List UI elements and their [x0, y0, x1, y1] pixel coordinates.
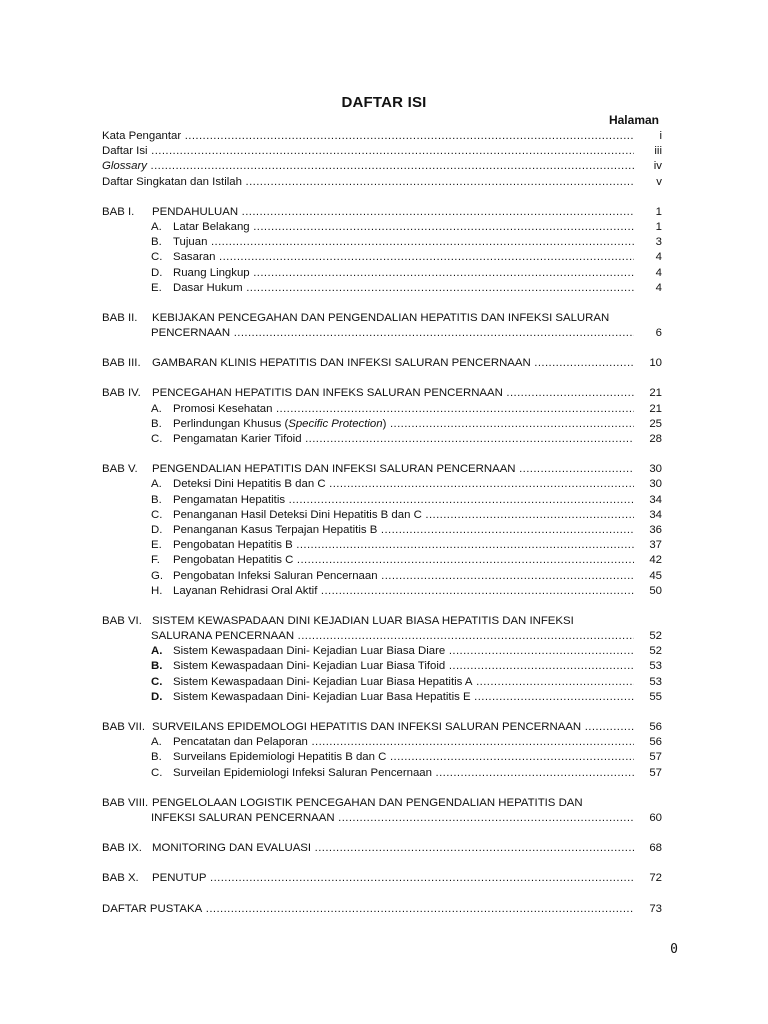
chapter-entry-cont[interactable]: [102, 629, 662, 644]
section-title: Pengobatan Hepatitis B: [173, 539, 293, 552]
section-letter: H.: [151, 584, 163, 597]
chapter-title: PENGENDALIAN HEPATITIS DAN INFEKSI SALURAN PENCERNAAN: [152, 463, 516, 476]
chapter-entry[interactable]: [102, 720, 662, 735]
section-entry-label: [102, 477, 634, 492]
chapter-title-cont: SALURANA PENCERNAAN: [151, 630, 295, 643]
chapter-entry[interactable]: [102, 386, 662, 401]
entry-text: Kata Pengantar: [102, 130, 182, 142]
section-letter: B.: [151, 417, 162, 430]
entry-text: Glossary: [102, 160, 147, 173]
chapter-entry[interactable]: [102, 796, 662, 811]
section-entry[interactable]: [102, 477, 662, 492]
section-entry[interactable]: [102, 569, 662, 584]
chapter-entry[interactable]: [102, 462, 662, 477]
chapter-number: BAB III.: [102, 357, 141, 370]
section-entry-label: [102, 250, 634, 265]
page-number-cell: 30: [649, 478, 662, 491]
section-entry-label: [102, 644, 634, 659]
page-number-cell: 57: [649, 766, 662, 779]
section-entry[interactable]: [102, 675, 662, 690]
section-title: Latar Belakang: [173, 220, 250, 233]
section-letter: C.: [151, 675, 163, 688]
section-letter: A.: [151, 220, 162, 233]
section-letter: A.: [151, 645, 163, 658]
chapter-entry-cont-label: [102, 629, 634, 644]
chapter-title-cont: INFEKSI SALURAN PENCERNAAN: [151, 811, 335, 824]
page-number-cell: 52: [649, 630, 662, 643]
section-entry-label: [102, 266, 634, 281]
page-number-cell: 34: [649, 508, 662, 521]
section-entry-label: [102, 402, 634, 417]
section-letter: C.: [151, 251, 163, 264]
chapter-title: KEBIJAKAN PENCEGAHAN DAN PENGENDALIAN HEPATITIS DAN INFEKSI SALURAN: [152, 311, 610, 324]
page-number-cell: v: [656, 175, 662, 188]
section-entry-label: [102, 735, 634, 750]
page-column-header: Halaman: [608, 113, 659, 127]
chapter-title: PENDAHULUAN: [152, 205, 239, 218]
section-entry-label: [102, 750, 634, 765]
section-entry-label: [102, 235, 634, 250]
section-entry[interactable]: [102, 553, 662, 568]
page-number-cell: iv: [653, 160, 662, 173]
section-title: Layanan Rehidrasi Oral Aktif: [173, 584, 318, 597]
chapter-title: GAMBARAN KLINIS HEPATITIS DAN INFEKSI SALURAN PENCERNAAN: [152, 357, 531, 370]
page-number-cell: 55: [649, 690, 662, 703]
section-title: Sistem Kewaspadaan Dini- Kejadian Luar Basa Hepatitis E: [173, 690, 471, 703]
chapter-number: BAB V.: [102, 463, 138, 476]
page-number-cell: 72: [649, 872, 662, 885]
chapter-entry-label: [102, 205, 634, 220]
page-number-cell: 28: [649, 433, 662, 445]
page-number-cell: 3: [655, 236, 662, 249]
page-number-cell: 21: [649, 402, 662, 415]
chapter-entry-label: [102, 841, 634, 856]
page-number-cell: 57: [649, 751, 662, 764]
chapter-entry-label: [102, 871, 634, 886]
page-number-cell: 73: [649, 902, 662, 915]
section-title: Perlindungan Khusus (: [173, 417, 289, 430]
chapter-entry[interactable]: [102, 356, 662, 371]
section-entry[interactable]: [102, 659, 662, 674]
section-entry[interactable]: [102, 508, 662, 523]
section-title-italic: Specific Protection: [288, 417, 383, 430]
chapter-entry[interactable]: [102, 871, 662, 886]
chapter-title-cont: PENCERNAAN: [151, 327, 231, 340]
toc-entry[interactable]: [102, 144, 662, 159]
chapter-title: PENUTUP: [152, 872, 207, 885]
section-title: Pengamatan Hepatitis: [173, 493, 286, 506]
page-number-cell: 30: [649, 463, 662, 476]
page-title: DAFTAR ISI: [341, 94, 427, 111]
chapter-number: BAB VI.: [102, 614, 142, 627]
section-letter: D.: [151, 266, 163, 279]
page-number-cell: 56: [649, 736, 662, 749]
section-letter: B.: [151, 660, 163, 673]
section-entry-label: [102, 493, 634, 508]
section-letter: F.: [151, 554, 160, 567]
page-number-cell: 53: [649, 675, 662, 688]
section-letter: A.: [151, 736, 162, 749]
page-number-cell: 1: [655, 205, 662, 218]
section-title-end: ): [382, 417, 387, 430]
table-of-contents: [102, 129, 662, 917]
section-entry[interactable]: [102, 766, 662, 781]
section-entry-label: [102, 569, 634, 584]
page-number-cell: 68: [649, 842, 662, 855]
chapter-entry-label: [102, 462, 634, 477]
page-number-cell: 37: [649, 539, 662, 552]
section-entry[interactable]: [102, 493, 662, 508]
section-letter: A.: [151, 402, 162, 415]
section-entry[interactable]: [102, 235, 662, 250]
page-number-cell: 52: [649, 645, 662, 658]
page-number-cell: 25: [649, 417, 662, 430]
section-title: Pengamatan Karier Tifoid: [173, 433, 302, 445]
section-title: Pengobatan Hepatitis C: [173, 554, 294, 567]
section-entry-label: [102, 417, 634, 432]
section-entry[interactable]: [102, 538, 662, 553]
section-title: Sistem Kewaspadaan Dini- Kejadian Luar Biasa Diare: [173, 645, 446, 658]
chapter-entry[interactable]: [102, 311, 662, 326]
page-number-cell: 21: [649, 387, 662, 400]
section-letter: C.: [151, 766, 163, 779]
chapter-number: BAB IV.: [102, 387, 141, 400]
section-title: Promosi Kesehatan: [173, 402, 273, 415]
section-letter: B.: [151, 493, 162, 506]
section-entry-label: [102, 766, 634, 781]
chapter-entry-label: [102, 614, 634, 629]
section-entry-label: [102, 675, 634, 690]
section-entry[interactable]: [102, 750, 662, 765]
section-entry-label: [102, 584, 634, 599]
section-title: Sistem Kewaspadaan Dini- Kejadian Luar Biasa Tifoid: [173, 660, 446, 673]
entry-text: DAFTAR PUSTAKA: [102, 902, 203, 915]
section-entry[interactable]: [102, 432, 662, 447]
section-title: Dasar Hukum: [173, 281, 243, 294]
chapter-title: PENCEGAHAN HEPATITIS DAN INFEKS SALURAN PENCERNAAN: [152, 387, 503, 400]
toc-entry[interactable]: [102, 159, 662, 174]
chapter-entry-cont-label: [102, 811, 634, 826]
entry-text: Daftar Singkatan dan Istilah: [102, 175, 242, 188]
section-letter: D.: [151, 690, 163, 703]
chapter-title: SISTEM KEWASPADAAN DINI KEJADIAN LUAR BIASA HEPATITIS DAN INFEKSI: [152, 614, 574, 627]
toc-entry-label: [102, 159, 634, 174]
section-entry-label: [102, 220, 634, 235]
chapter-title: PENGELOLAAN LOGISTIK PENCEGAHAN DAN PENGENDALIAN HEPATITIS DAN: [152, 796, 583, 809]
toc-entry[interactable]: [102, 129, 662, 144]
section-letter: D.: [151, 523, 163, 536]
chapter-entry-cont-label: [102, 326, 634, 341]
page-number-cell: 34: [649, 493, 662, 506]
chapter-title: MONITORING DAN EVALUASI: [152, 842, 312, 855]
page-number-cell: 60: [649, 811, 662, 824]
section-entry[interactable]: [102, 584, 662, 599]
section-entry-label: [102, 538, 634, 553]
section-entry[interactable]: [102, 735, 662, 750]
page-number-cell: 10: [649, 357, 662, 370]
chapter-entry-cont[interactable]: [102, 811, 662, 826]
section-entry[interactable]: [102, 523, 662, 538]
section-entry-label: [102, 659, 634, 674]
toc-entry-label: [102, 144, 634, 159]
entry-text: Daftar Isi: [102, 145, 148, 158]
page-number-cell: 4: [655, 281, 662, 294]
page-number-cell: 4: [655, 266, 662, 279]
page-number-cell: 42: [649, 554, 662, 567]
chapter-entry-label: [102, 311, 634, 326]
section-entry-label: [102, 432, 634, 447]
section-entry-label: [102, 553, 634, 568]
page-number-cell: iii: [654, 145, 662, 158]
section-letter: A.: [151, 478, 162, 491]
page-number: 0: [670, 942, 678, 957]
section-title: Surveilan Epidemiologi Infeksi Saluran Pencernaan: [173, 766, 432, 779]
section-entry[interactable]: [102, 402, 662, 417]
page-number-cell: 6: [655, 327, 662, 340]
section-entry[interactable]: [102, 266, 662, 281]
section-entry[interactable]: [102, 220, 662, 235]
toc-entry-label: [102, 175, 634, 190]
section-letter: C.: [151, 433, 163, 445]
chapter-number: BAB IX.: [102, 842, 142, 855]
chapter-entry[interactable]: [102, 841, 662, 856]
page-number-cell: 56: [649, 721, 662, 733]
section-title: Penanganan Kasus Terpajan Hepatitis B: [173, 523, 378, 536]
chapter-entry[interactable]: [102, 614, 662, 629]
section-title: Tujuan: [173, 236, 208, 249]
chapter-number: BAB X.: [102, 872, 139, 885]
page-number-cell: 4: [655, 251, 662, 264]
page-number-cell: i: [659, 130, 662, 142]
section-letter: B.: [151, 751, 162, 764]
section-entry-label: [102, 523, 634, 538]
page-number-cell: 45: [649, 569, 662, 582]
section-title: Surveilans Epidemiologi Hepatitis B dan C: [173, 751, 387, 764]
toc-entry-label: [102, 129, 634, 144]
chapter-entry-label: [102, 796, 634, 811]
chapter-number: BAB VIII.: [102, 796, 149, 809]
chapter-number: BAB I.: [102, 205, 135, 218]
section-title: Deteksi Dini Hepatitis B dan C: [173, 478, 326, 491]
chapter-entry-label: [102, 720, 634, 735]
section-entry-label: [102, 281, 634, 296]
section-letter: E.: [151, 539, 162, 552]
section-title: Ruang Lingkup: [173, 266, 250, 279]
section-entry-label: [102, 690, 634, 705]
section-title: Pencatatan dan Pelaporan: [173, 736, 308, 749]
chapter-title: SURVEILANS EPIDEMOLOGI HEPATITIS DAN INFEKSI SALURAN PENCERNAAN: [152, 721, 582, 733]
section-entry[interactable]: [102, 417, 662, 432]
section-title: Penanganan Hasil Deteksi Dini Hepatitis B dan C: [173, 508, 422, 521]
section-letter: E.: [151, 281, 162, 294]
chapter-entry[interactable]: [102, 205, 662, 220]
toc-entry[interactable]: [102, 175, 662, 190]
page-number-cell: 1: [655, 220, 662, 233]
section-entry[interactable]: [102, 644, 662, 659]
chapter-number: BAB II.: [102, 311, 138, 324]
section-entry[interactable]: [102, 690, 662, 705]
page-number-cell: 36: [649, 523, 662, 536]
page-number-cell: 53: [649, 660, 662, 673]
section-entry[interactable]: [102, 250, 662, 265]
toc-entry-back-label: [102, 902, 634, 917]
chapter-entry-cont[interactable]: [102, 326, 662, 341]
section-letter: C.: [151, 508, 163, 521]
toc-entry-back[interactable]: [102, 902, 662, 917]
section-letter: G.: [151, 569, 164, 582]
chapter-entry-label: [102, 356, 634, 371]
section-entry[interactable]: [102, 281, 662, 296]
section-title: Sistem Kewaspadaan Dini- Kejadian Luar Biasa Hepatitis A: [173, 675, 473, 688]
section-letter: B.: [151, 236, 162, 249]
section-entry-label: [102, 508, 634, 523]
section-title: Sasaran: [173, 251, 216, 264]
section-title: Pengobatan Infeksi Saluran Pencernaan: [173, 569, 378, 582]
chapter-number: BAB VII.: [102, 721, 146, 733]
page-number-cell: 50: [649, 584, 662, 597]
chapter-entry-label: [102, 386, 634, 401]
